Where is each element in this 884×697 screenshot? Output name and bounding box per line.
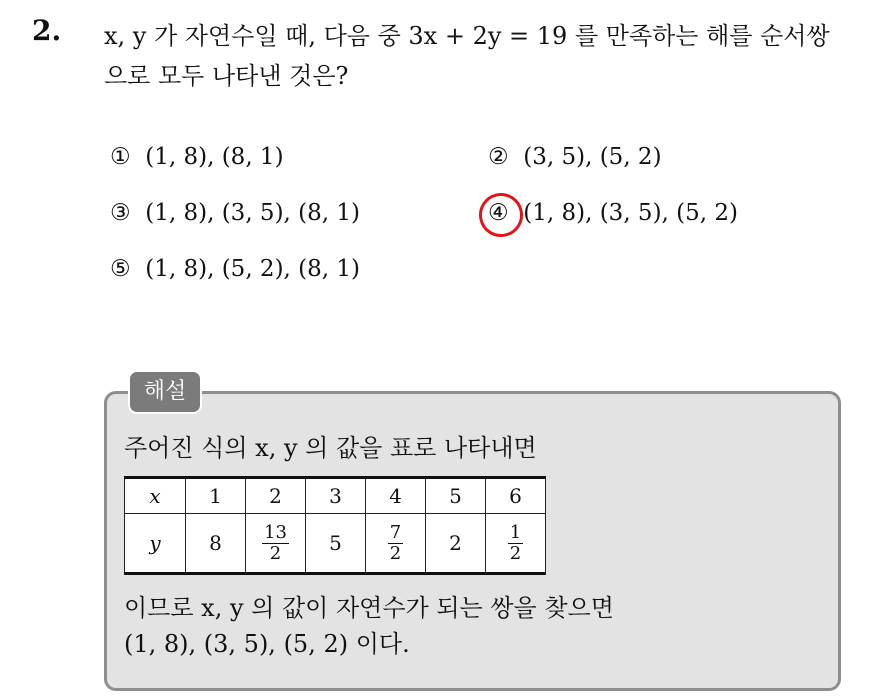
table-header-y: y — [125, 514, 186, 574]
table-cell-x: 6 — [486, 478, 546, 514]
solution-intro: 주어진 식의 x, y 의 값을 표로 나타내면 — [124, 434, 537, 462]
choice-4[interactable] — [488, 200, 738, 226]
solution-tab: 해설 — [128, 370, 202, 414]
fraction-denominator: 2 — [269, 542, 282, 564]
choice-3-text: (1, 8), (3, 5), (8, 1) — [145, 200, 360, 226]
table-cell-x: 1 — [186, 478, 246, 514]
choice-2-mark: ② — [488, 144, 509, 170]
question-text-line-1: x, y 가 자연수일 때, 다음 중 3x + 2y = 19 를 만족하는 해를 순서쌍 — [104, 22, 830, 50]
table-row-x — [125, 478, 546, 514]
value-table — [124, 476, 546, 575]
choice-2[interactable] — [488, 144, 662, 170]
choice-4-mark: ④ — [488, 200, 509, 226]
fraction — [388, 523, 403, 564]
fraction-denominator: 2 — [389, 542, 402, 564]
choice-1-text: (1, 8), (8, 1) — [145, 144, 284, 170]
choice-1[interactable] — [110, 144, 284, 170]
answer-circle-mark — [475, 189, 527, 241]
fraction-numerator: 13 — [264, 521, 287, 543]
table-cell-x: 2 — [246, 478, 306, 514]
table-cell-x: 3 — [306, 478, 366, 514]
table-header-x: x — [125, 478, 186, 514]
fraction-numerator: 1 — [509, 521, 522, 543]
fraction-denominator: 2 — [509, 542, 522, 564]
table-cell-y — [366, 514, 426, 574]
choice-5[interactable] — [110, 256, 360, 282]
table-cell-x: 5 — [426, 478, 486, 514]
table-cell-y — [246, 514, 306, 574]
choice-5-mark: ⑤ — [110, 256, 131, 282]
table-cell-y: 2 — [426, 514, 486, 574]
table-cell-y — [486, 514, 546, 574]
choice-5-text: (1, 8), (5, 2), (8, 1) — [145, 256, 360, 282]
fraction-numerator: 7 — [389, 521, 402, 543]
choice-2-text: (3, 5), (5, 2) — [523, 144, 662, 170]
table-row-y — [125, 514, 546, 574]
solution-conclusion-line-1: 이므로 x, y 의 값이 자연수가 되는 쌍을 찾으면 — [124, 594, 614, 622]
choice-4-text: (1, 8), (3, 5), (5, 2) — [523, 200, 738, 226]
table-cell-y: 8 — [186, 514, 246, 574]
choice-3-mark: ③ — [110, 200, 131, 226]
question-number: 2. — [32, 14, 62, 47]
table-cell-x: 4 — [366, 478, 426, 514]
question-text-line-2: 으로 모두 나타낸 것은? — [104, 62, 349, 90]
solution-conclusion-line-2: (1, 8), (3, 5), (5, 2) 이다. — [124, 630, 410, 658]
fraction — [508, 523, 523, 564]
choice-1-mark: ① — [110, 144, 131, 170]
choice-3[interactable] — [110, 200, 360, 226]
fraction — [262, 523, 289, 564]
table-cell-y: 5 — [306, 514, 366, 574]
